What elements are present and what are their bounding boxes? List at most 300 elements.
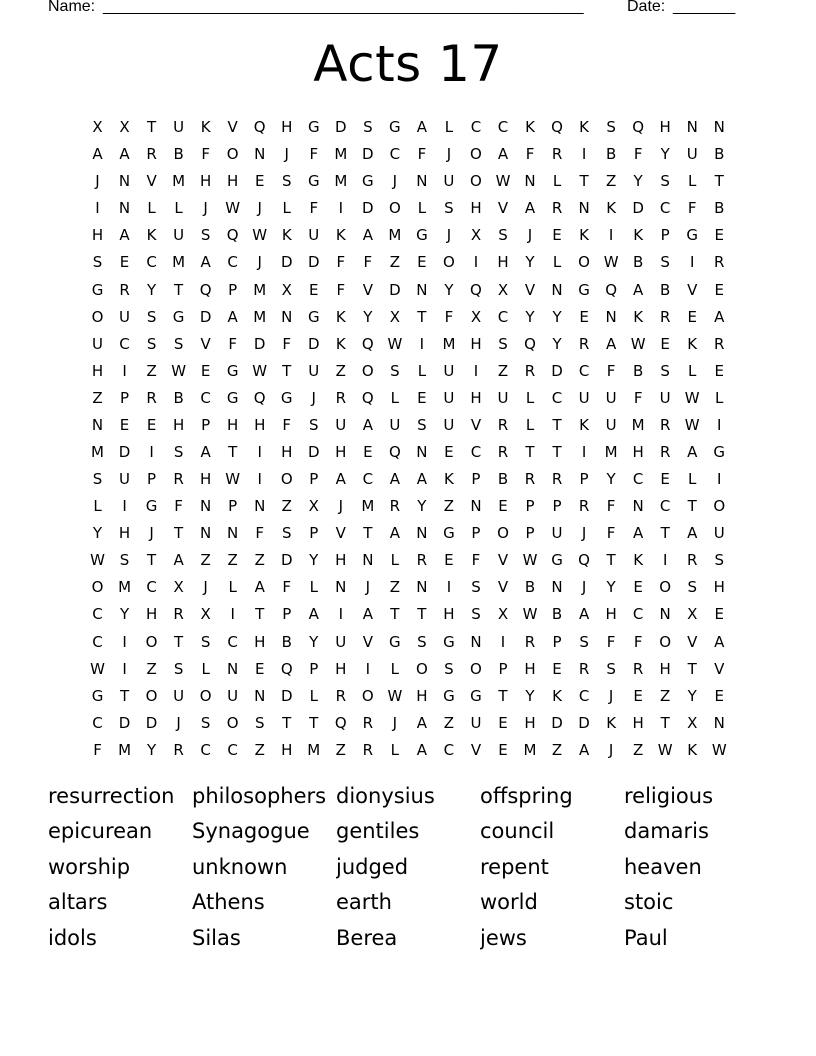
- grid-letter[interactable]: R: [119, 280, 130, 299]
- grid-letter[interactable]: D: [280, 551, 293, 570]
- grid-letter[interactable]: S: [173, 659, 184, 678]
- grid-letter[interactable]: F: [633, 388, 643, 407]
- grid-letter[interactable]: P: [282, 605, 292, 624]
- grid-letter[interactable]: I: [689, 253, 695, 272]
- grid-letter[interactable]: V: [524, 280, 536, 299]
- grid-letter[interactable]: L: [688, 361, 697, 380]
- grid-letter[interactable]: Z: [660, 686, 671, 705]
- grid-letter[interactable]: A: [416, 118, 428, 137]
- grid-letter[interactable]: N: [254, 497, 266, 516]
- grid-letter[interactable]: M: [253, 280, 267, 299]
- grid-letter[interactable]: P: [552, 497, 562, 516]
- grid-letter[interactable]: W: [684, 415, 700, 434]
- grid-letter[interactable]: F: [93, 740, 102, 759]
- grid-letter[interactable]: O: [388, 199, 401, 218]
- grid-letter[interactable]: O: [226, 145, 239, 164]
- grid-letter[interactable]: H: [200, 172, 212, 191]
- grid-letter[interactable]: B: [632, 253, 644, 272]
- grid-letter[interactable]: F: [282, 578, 292, 597]
- grid-letter[interactable]: S: [254, 713, 265, 732]
- grid-letter[interactable]: U: [686, 145, 698, 164]
- grid-letter[interactable]: I: [230, 605, 235, 624]
- grid-letter[interactable]: S: [281, 524, 292, 543]
- grid-letter[interactable]: I: [122, 659, 127, 678]
- grid-letter[interactable]: L: [147, 199, 156, 218]
- grid-letter[interactable]: H: [659, 659, 671, 678]
- grid-letter[interactable]: E: [119, 415, 130, 434]
- grid-letter[interactable]: E: [633, 686, 643, 705]
- grid-letter[interactable]: A: [687, 442, 698, 461]
- grid-letter[interactable]: M: [253, 307, 267, 326]
- grid-letter[interactable]: R: [146, 145, 157, 164]
- grid-letter[interactable]: F: [228, 334, 237, 353]
- grid-letter[interactable]: Y: [309, 632, 319, 651]
- grid-letter[interactable]: S: [200, 632, 211, 651]
- grid-letter[interactable]: O: [443, 253, 455, 272]
- grid-letter[interactable]: F: [606, 632, 616, 651]
- grid-letter[interactable]: L: [282, 199, 291, 218]
- grid-letter[interactable]: T: [390, 605, 400, 624]
- grid-letter[interactable]: A: [605, 334, 617, 353]
- grid-letter[interactable]: A: [362, 226, 373, 245]
- grid-letter[interactable]: W: [171, 361, 187, 380]
- grid-letter[interactable]: Z: [605, 172, 617, 191]
- grid-letter[interactable]: J: [311, 388, 316, 407]
- grid-letter[interactable]: E: [552, 226, 562, 245]
- grid-letter[interactable]: D: [145, 713, 158, 732]
- grid-letter[interactable]: K: [633, 307, 644, 326]
- grid-letter[interactable]: Y: [309, 551, 319, 570]
- grid-letter[interactable]: Y: [146, 740, 157, 759]
- grid-letter[interactable]: U: [173, 226, 185, 245]
- grid-letter[interactable]: G: [389, 632, 401, 651]
- grid-letter[interactable]: A: [578, 605, 590, 624]
- grid-letter[interactable]: S: [281, 172, 292, 191]
- grid-letter[interactable]: E: [498, 497, 508, 516]
- grid-letter[interactable]: Q: [605, 280, 618, 299]
- grid-letter[interactable]: P: [552, 632, 562, 651]
- grid-letter[interactable]: I: [662, 551, 668, 570]
- grid-letter[interactable]: S: [498, 226, 508, 245]
- grid-letter[interactable]: V: [470, 415, 482, 434]
- grid-letter[interactable]: F: [633, 632, 643, 651]
- grid-letter[interactable]: F: [336, 280, 346, 299]
- grid-letter[interactable]: U: [470, 713, 482, 732]
- grid-letter[interactable]: G: [713, 442, 726, 461]
- grid-letter[interactable]: V: [497, 551, 509, 570]
- grid-letter[interactable]: W: [522, 551, 538, 570]
- grid-letter[interactable]: R: [714, 253, 725, 272]
- grid-letter[interactable]: H: [118, 524, 131, 543]
- grid-letter[interactable]: X: [281, 280, 292, 299]
- grid-letter[interactable]: W: [225, 199, 241, 218]
- grid-letter[interactable]: S: [606, 118, 616, 137]
- grid-letter[interactable]: F: [282, 334, 292, 353]
- grid-letter[interactable]: J: [392, 172, 398, 191]
- grid-letter[interactable]: C: [632, 470, 644, 489]
- grid-letter[interactable]: E: [498, 740, 508, 759]
- grid-letter[interactable]: X: [497, 280, 509, 299]
- grid-letter[interactable]: E: [498, 713, 508, 732]
- grid-letter[interactable]: T: [552, 415, 562, 434]
- grid-letter[interactable]: B: [281, 632, 292, 651]
- grid-letter[interactable]: P: [201, 415, 211, 434]
- grid-letter[interactable]: F: [525, 145, 535, 164]
- grid-letter[interactable]: C: [200, 388, 211, 407]
- grid-letter[interactable]: K: [633, 226, 644, 245]
- grid-letter[interactable]: A: [578, 740, 590, 759]
- grid-letter[interactable]: U: [119, 470, 131, 489]
- grid-letter[interactable]: A: [714, 307, 725, 326]
- grid-letter[interactable]: A: [416, 713, 428, 732]
- grid-letter[interactable]: Y: [687, 686, 697, 705]
- grid-letter[interactable]: H: [524, 659, 536, 678]
- grid-letter[interactable]: K: [525, 118, 535, 137]
- grid-letter[interactable]: C: [362, 470, 374, 489]
- grid-letter[interactable]: G: [470, 686, 482, 705]
- grid-letter[interactable]: Z: [335, 361, 346, 380]
- grid-letter[interactable]: U: [713, 524, 725, 543]
- grid-letter[interactable]: E: [363, 442, 373, 461]
- grid-letter[interactable]: R: [551, 145, 563, 164]
- grid-letter[interactable]: G: [226, 388, 239, 407]
- grid-letter[interactable]: S: [498, 334, 508, 353]
- grid-letter[interactable]: V: [362, 632, 373, 651]
- grid-letter[interactable]: Q: [470, 280, 482, 299]
- grid-letter[interactable]: S: [417, 632, 427, 651]
- grid-letter[interactable]: D: [578, 713, 590, 732]
- grid-letter[interactable]: H: [497, 253, 509, 272]
- grid-letter[interactable]: S: [660, 172, 670, 191]
- grid-letter[interactable]: H: [335, 442, 347, 461]
- grid-letter[interactable]: N: [118, 199, 131, 218]
- grid-letter[interactable]: T: [228, 442, 238, 461]
- grid-letter[interactable]: X: [687, 713, 698, 732]
- grid-letter[interactable]: Y: [525, 307, 535, 326]
- grid-letter[interactable]: E: [417, 253, 427, 272]
- grid-letter[interactable]: W: [387, 686, 403, 705]
- grid-letter[interactable]: S: [119, 551, 130, 570]
- grid-letter[interactable]: I: [365, 659, 371, 678]
- grid-letter[interactable]: Z: [146, 659, 157, 678]
- grid-letter[interactable]: I: [338, 605, 344, 624]
- grid-letter[interactable]: P: [228, 280, 238, 299]
- grid-letter[interactable]: T: [309, 713, 319, 732]
- grid-letter[interactable]: N: [227, 659, 239, 678]
- grid-letter[interactable]: P: [228, 497, 238, 516]
- grid-letter[interactable]: Y: [525, 253, 535, 272]
- grid-letter[interactable]: D: [253, 334, 266, 353]
- grid-letter[interactable]: N: [254, 145, 266, 164]
- grid-letter[interactable]: U: [308, 361, 320, 380]
- grid-letter[interactable]: T: [174, 280, 184, 299]
- grid-letter[interactable]: C: [227, 253, 238, 272]
- grid-letter[interactable]: D: [362, 145, 374, 164]
- grid-letter[interactable]: Z: [389, 578, 400, 597]
- grid-letter[interactable]: O: [659, 632, 672, 651]
- grid-letter[interactable]: D: [199, 307, 212, 326]
- grid-letter[interactable]: G: [307, 118, 320, 137]
- grid-letter[interactable]: M: [334, 145, 348, 164]
- grid-letter[interactable]: N: [578, 199, 590, 218]
- grid-letter[interactable]: Q: [388, 442, 401, 461]
- grid-letter[interactable]: R: [524, 470, 536, 489]
- grid-letter[interactable]: W: [387, 334, 403, 353]
- grid-letter[interactable]: H: [172, 415, 185, 434]
- grid-letter[interactable]: T: [146, 118, 157, 137]
- grid-letter[interactable]: R: [686, 551, 698, 570]
- grid-letter[interactable]: W: [90, 659, 105, 678]
- grid-letter[interactable]: F: [471, 551, 481, 570]
- grid-letter[interactable]: T: [363, 524, 373, 543]
- grid-letter[interactable]: V: [362, 280, 373, 299]
- grid-letter[interactable]: S: [173, 334, 184, 353]
- grid-letter[interactable]: U: [227, 686, 239, 705]
- grid-letter[interactable]: W: [225, 470, 241, 489]
- grid-letter[interactable]: L: [417, 361, 427, 380]
- grid-letter[interactable]: R: [362, 740, 374, 759]
- grid-letter[interactable]: I: [717, 470, 722, 489]
- grid-letter[interactable]: G: [145, 497, 158, 516]
- grid-letter[interactable]: I: [122, 497, 127, 516]
- grid-letter[interactable]: S: [714, 551, 724, 570]
- grid-letter[interactable]: P: [120, 388, 130, 407]
- grid-letter[interactable]: G: [91, 280, 104, 299]
- grid-letter[interactable]: X: [470, 307, 482, 326]
- grid-letter[interactable]: L: [552, 172, 562, 191]
- grid-letter[interactable]: Q: [551, 118, 563, 137]
- grid-letter[interactable]: O: [199, 686, 212, 705]
- grid-letter[interactable]: K: [335, 307, 346, 326]
- grid-letter[interactable]: J: [203, 199, 208, 218]
- grid-letter[interactable]: R: [578, 659, 590, 678]
- grid-letter[interactable]: I: [95, 199, 100, 218]
- grid-letter[interactable]: R: [173, 740, 184, 759]
- grid-letter[interactable]: B: [714, 199, 725, 218]
- grid-letter[interactable]: L: [201, 659, 210, 678]
- grid-letter[interactable]: E: [714, 605, 724, 624]
- grid-letter[interactable]: G: [362, 172, 374, 191]
- grid-letter[interactable]: I: [717, 415, 722, 434]
- grid-letter[interactable]: A: [389, 470, 400, 489]
- grid-letter[interactable]: C: [470, 118, 482, 137]
- grid-letter[interactable]: R: [416, 551, 428, 570]
- grid-letter[interactable]: Y: [363, 307, 373, 326]
- grid-letter[interactable]: Z: [281, 497, 292, 516]
- grid-letter[interactable]: U: [173, 686, 185, 705]
- grid-letter[interactable]: A: [687, 524, 698, 543]
- grid-letter[interactable]: H: [659, 118, 671, 137]
- grid-letter[interactable]: L: [309, 578, 318, 597]
- grid-letter[interactable]: Z: [227, 551, 238, 570]
- grid-letter[interactable]: E: [660, 334, 670, 353]
- grid-letter[interactable]: C: [92, 713, 103, 732]
- grid-letter[interactable]: C: [578, 686, 590, 705]
- grid-letter[interactable]: G: [551, 551, 563, 570]
- grid-letter[interactable]: G: [307, 172, 320, 191]
- grid-letter[interactable]: D: [551, 713, 563, 732]
- grid-letter[interactable]: G: [172, 307, 185, 326]
- grid-letter[interactable]: N: [551, 280, 563, 299]
- grid-letter[interactable]: O: [91, 578, 104, 597]
- grid-letter[interactable]: Y: [417, 497, 427, 516]
- grid-letter[interactable]: C: [659, 497, 671, 516]
- grid-letter[interactable]: I: [473, 253, 479, 272]
- grid-letter[interactable]: R: [524, 632, 536, 651]
- grid-letter[interactable]: Y: [92, 524, 103, 543]
- grid-letter[interactable]: S: [471, 578, 481, 597]
- grid-letter[interactable]: U: [443, 388, 455, 407]
- grid-letter[interactable]: D: [307, 334, 320, 353]
- grid-letter[interactable]: T: [174, 632, 184, 651]
- grid-letter[interactable]: V: [714, 659, 725, 678]
- grid-letter[interactable]: B: [524, 578, 536, 597]
- grid-letter[interactable]: Q: [361, 334, 374, 353]
- grid-letter[interactable]: I: [257, 442, 262, 461]
- grid-letter[interactable]: H: [416, 686, 428, 705]
- grid-letter[interactable]: R: [362, 713, 374, 732]
- grid-letter[interactable]: T: [606, 551, 616, 570]
- grid-letter[interactable]: U: [497, 388, 509, 407]
- grid-letter[interactable]: E: [579, 307, 589, 326]
- grid-letter[interactable]: U: [92, 334, 103, 353]
- grid-letter[interactable]: V: [335, 524, 346, 543]
- grid-letter[interactable]: Z: [254, 551, 265, 570]
- grid-letter[interactable]: A: [119, 226, 130, 245]
- grid-letter[interactable]: H: [227, 172, 239, 191]
- grid-letter[interactable]: X: [173, 578, 184, 597]
- grid-letter[interactable]: J: [176, 713, 181, 732]
- grid-letter[interactable]: M: [118, 740, 132, 759]
- grid-letter[interactable]: R: [335, 388, 347, 407]
- grid-letter[interactable]: O: [91, 307, 104, 326]
- grid-letter[interactable]: C: [146, 253, 157, 272]
- grid-letter[interactable]: J: [257, 253, 262, 272]
- grid-letter[interactable]: F: [417, 145, 427, 164]
- grid-letter[interactable]: J: [203, 578, 208, 597]
- grid-letter[interactable]: J: [284, 145, 289, 164]
- grid-letter[interactable]: T: [687, 659, 697, 678]
- grid-letter[interactable]: H: [281, 740, 293, 759]
- grid-letter[interactable]: D: [280, 686, 293, 705]
- grid-letter[interactable]: N: [551, 578, 563, 597]
- grid-letter[interactable]: I: [446, 578, 452, 597]
- grid-letter[interactable]: G: [578, 280, 590, 299]
- grid-letter[interactable]: P: [579, 470, 589, 489]
- grid-letter[interactable]: N: [200, 497, 212, 516]
- grid-letter[interactable]: U: [119, 307, 131, 326]
- grid-letter[interactable]: W: [657, 740, 673, 759]
- grid-letter[interactable]: R: [497, 415, 509, 434]
- grid-letter[interactable]: U: [659, 388, 671, 407]
- grid-letter[interactable]: O: [415, 659, 428, 678]
- grid-letter[interactable]: Z: [633, 740, 644, 759]
- grid-letter[interactable]: D: [307, 253, 320, 272]
- grid-letter[interactable]: P: [309, 659, 319, 678]
- grid-letter[interactable]: N: [416, 280, 428, 299]
- grid-letter[interactable]: N: [227, 524, 239, 543]
- grid-letter[interactable]: H: [470, 388, 482, 407]
- grid-letter[interactable]: E: [714, 686, 724, 705]
- grid-letter[interactable]: M: [91, 442, 104, 461]
- grid-letter[interactable]: J: [365, 578, 371, 597]
- grid-letter[interactable]: I: [122, 361, 127, 380]
- grid-letter[interactable]: L: [525, 388, 535, 407]
- grid-letter[interactable]: M: [172, 172, 186, 191]
- grid-letter[interactable]: N: [281, 307, 293, 326]
- grid-letter[interactable]: C: [227, 740, 238, 759]
- grid-letter[interactable]: I: [581, 442, 587, 461]
- grid-letter[interactable]: O: [361, 686, 374, 705]
- grid-letter[interactable]: O: [145, 686, 158, 705]
- grid-letter[interactable]: P: [525, 524, 535, 543]
- grid-letter[interactable]: X: [687, 605, 698, 624]
- grid-letter[interactable]: P: [525, 497, 535, 516]
- grid-letter[interactable]: A: [227, 307, 238, 326]
- grid-letter[interactable]: I: [500, 632, 506, 651]
- grid-letter[interactable]: A: [416, 470, 428, 489]
- grid-letter[interactable]: D: [118, 713, 131, 732]
- grid-letter[interactable]: I: [419, 334, 425, 353]
- grid-letter[interactable]: N: [254, 686, 266, 705]
- grid-letter[interactable]: F: [309, 145, 319, 164]
- grid-letter[interactable]: D: [362, 199, 374, 218]
- grid-letter[interactable]: T: [714, 172, 724, 191]
- grid-letter[interactable]: O: [470, 659, 482, 678]
- grid-letter[interactable]: K: [687, 740, 698, 759]
- grid-letter[interactable]: H: [443, 605, 455, 624]
- grid-letter[interactable]: X: [308, 497, 319, 516]
- grid-letter[interactable]: X: [200, 605, 211, 624]
- grid-letter[interactable]: B: [714, 145, 725, 164]
- grid-letter[interactable]: E: [444, 442, 454, 461]
- grid-letter[interactable]: L: [444, 118, 454, 137]
- grid-letter[interactable]: N: [362, 551, 374, 570]
- grid-letter[interactable]: H: [254, 632, 266, 651]
- grid-letter[interactable]: F: [363, 253, 373, 272]
- grid-letter[interactable]: N: [524, 172, 536, 191]
- grid-letter[interactable]: L: [390, 740, 400, 759]
- grid-letter[interactable]: G: [686, 226, 699, 245]
- grid-letter[interactable]: R: [173, 605, 184, 624]
- grid-letter[interactable]: Y: [525, 686, 535, 705]
- grid-letter[interactable]: E: [119, 253, 130, 272]
- grid-letter[interactable]: F: [444, 307, 454, 326]
- grid-letter[interactable]: A: [254, 578, 265, 597]
- grid-letter[interactable]: L: [309, 686, 318, 705]
- grid-letter[interactable]: C: [578, 361, 590, 380]
- grid-letter[interactable]: T: [525, 442, 535, 461]
- grid-letter[interactable]: L: [688, 172, 697, 191]
- grid-letter[interactable]: Y: [552, 307, 562, 326]
- grid-letter[interactable]: C: [389, 145, 401, 164]
- grid-letter[interactable]: T: [174, 524, 184, 543]
- grid-letter[interactable]: I: [122, 632, 127, 651]
- grid-letter[interactable]: O: [470, 172, 482, 191]
- grid-letter[interactable]: I: [149, 442, 154, 461]
- grid-letter[interactable]: K: [444, 470, 454, 489]
- grid-letter[interactable]: F: [336, 253, 346, 272]
- grid-letter[interactable]: A: [92, 145, 103, 164]
- grid-letter[interactable]: R: [714, 334, 725, 353]
- grid-letter[interactable]: F: [606, 497, 616, 516]
- grid-letter[interactable]: O: [578, 253, 590, 272]
- grid-letter[interactable]: Z: [497, 361, 509, 380]
- grid-letter[interactable]: B: [605, 145, 617, 164]
- grid-letter[interactable]: K: [579, 226, 589, 245]
- grid-letter[interactable]: S: [471, 605, 481, 624]
- grid-letter[interactable]: R: [335, 686, 347, 705]
